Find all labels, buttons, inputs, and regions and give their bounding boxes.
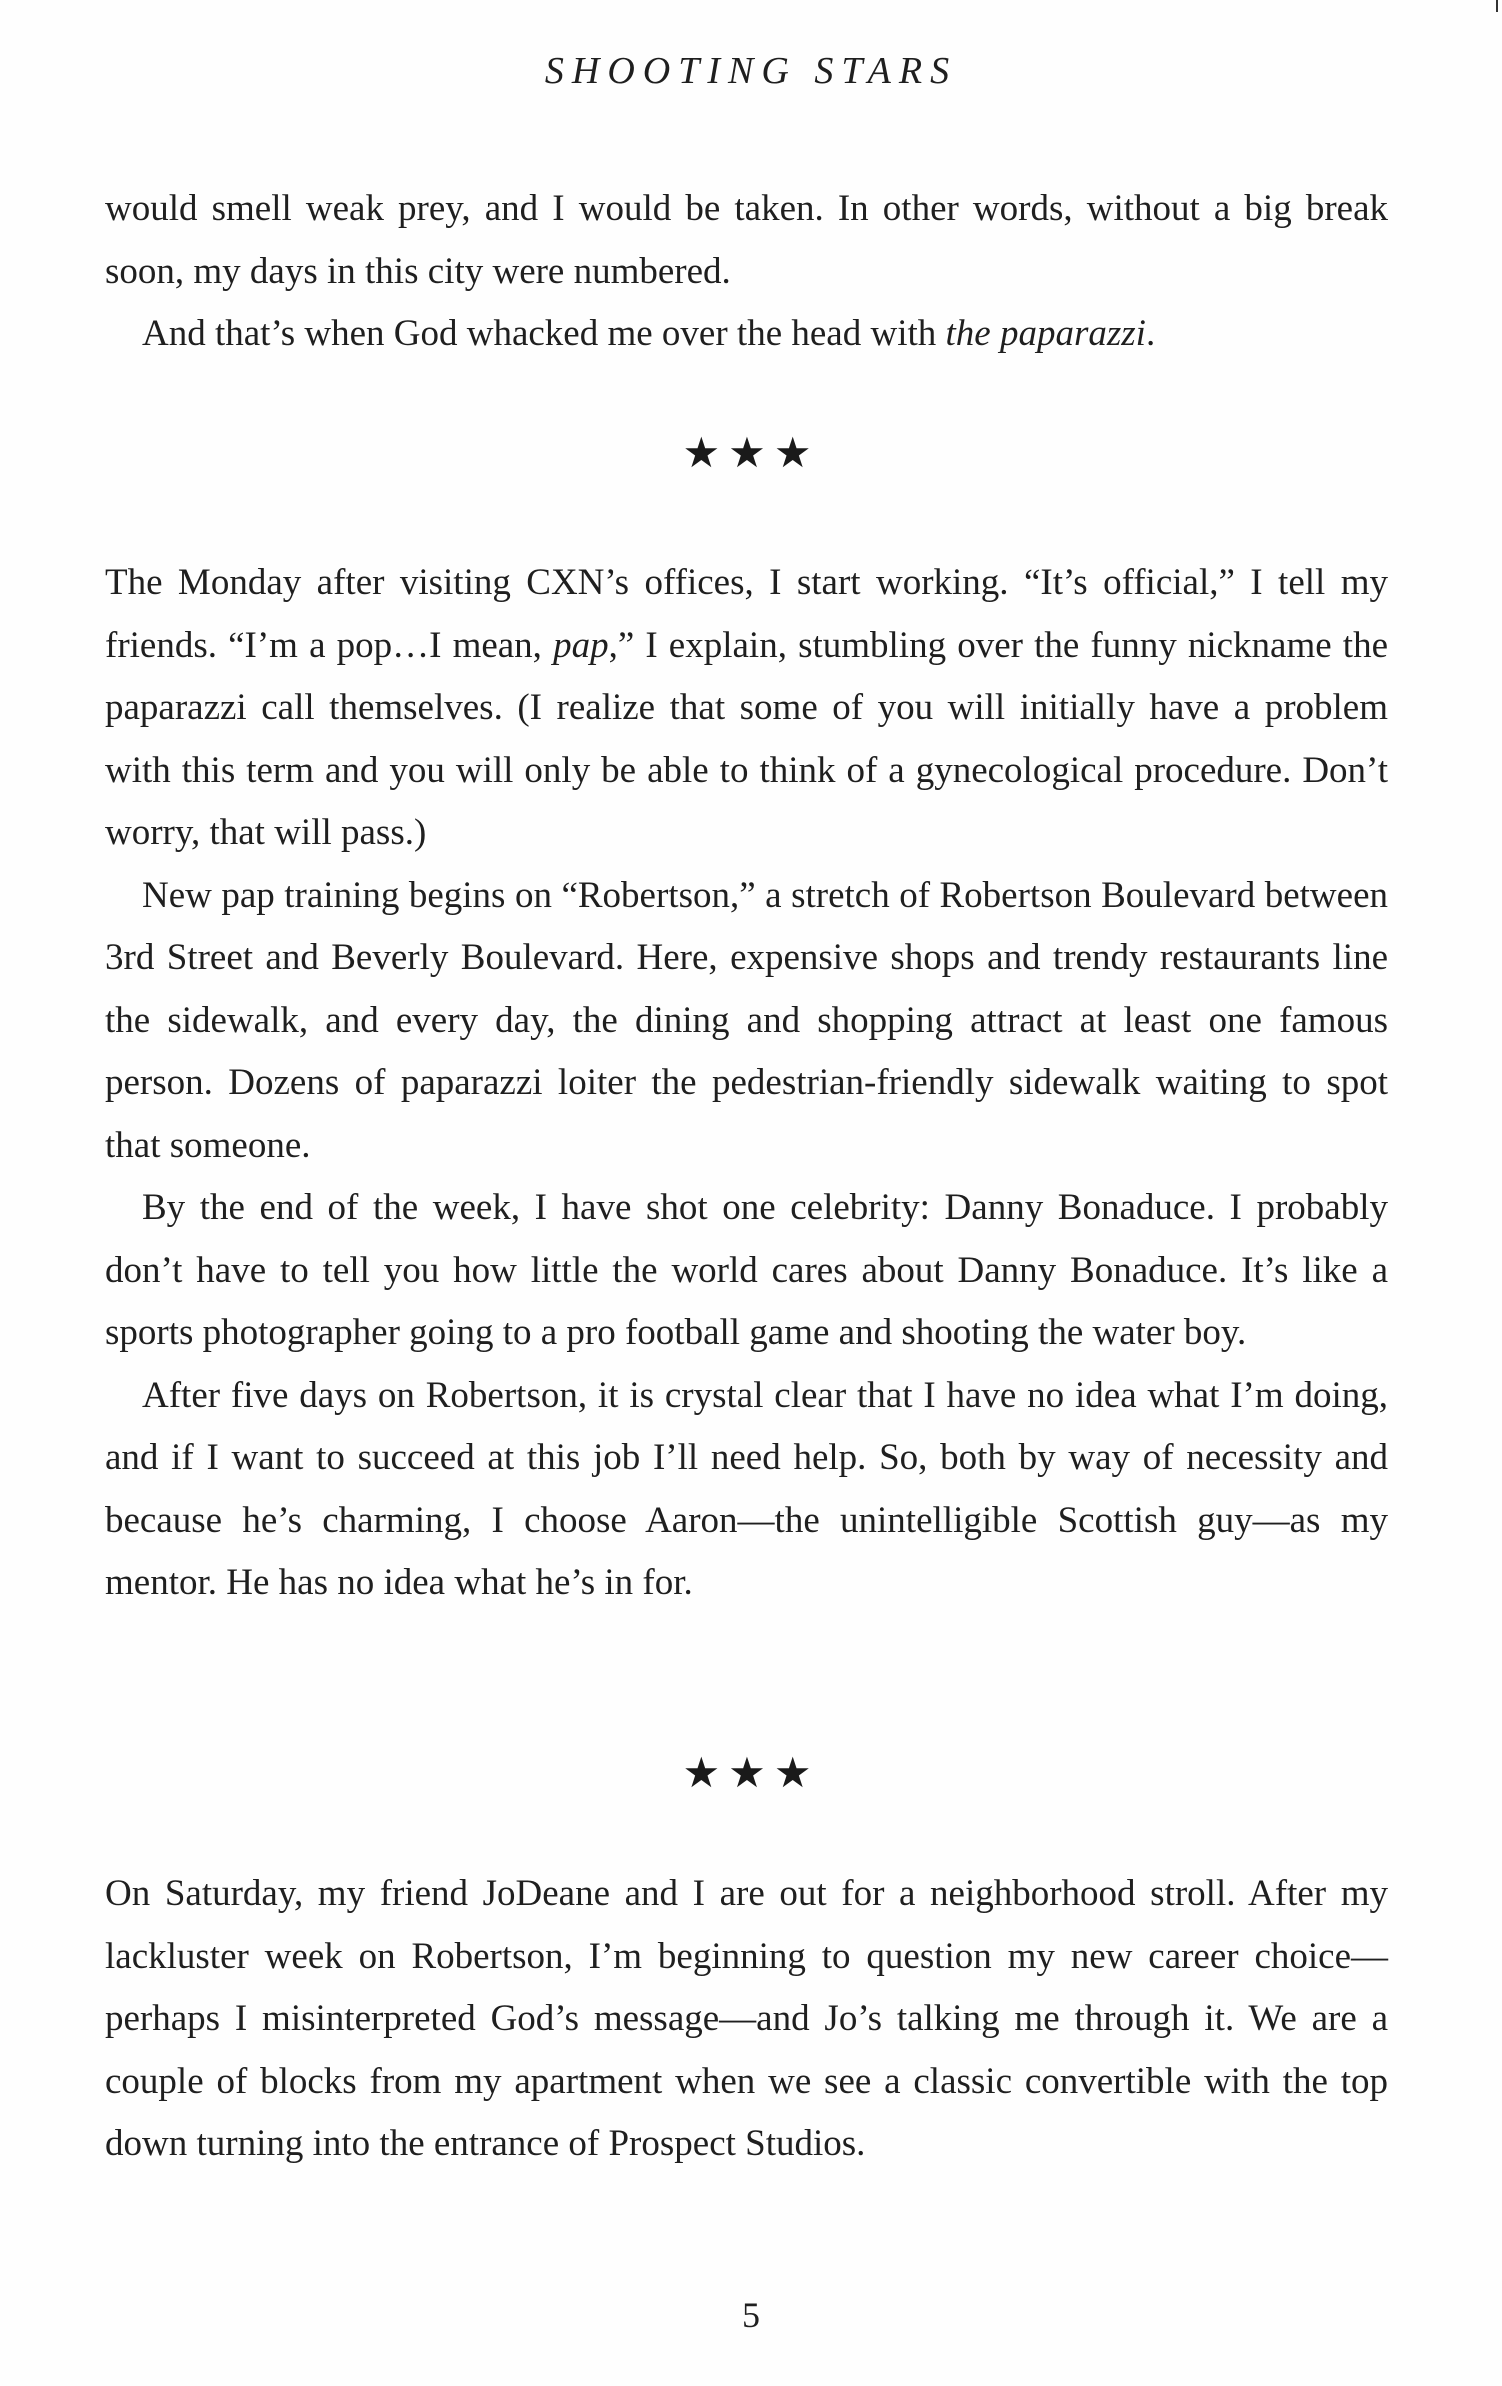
paragraph-text: And that’s when God whacked me over the head with [142, 313, 946, 354]
emphasized-text: the paparazzi [945, 313, 1146, 354]
page-number: 5 [742, 2295, 760, 2335]
section-divider: ★★★ [682, 428, 820, 477]
text-section-2 [105, 552, 1388, 1615]
paragraph: New pap training begins on “Robertson,” a stretch of Robertson Boulevard between 3rd Street and Beverly Boulevard. Here, expensive shops and trendy restaurants line the sidewalk, and every day, the dining and shopping attract at least one famous person. Dozens of paparazzi loiter the pedestrian-friendly sidewalk waiting to spot that someone. [105, 874, 1388, 1166]
paragraph [105, 303, 1388, 366]
paragraph: After five days on Robertson, it is crystal clear that I have no idea what I’m doing, and if I want to succeed at this job I’ll need help. So, both by way of necessity and because he’s charming, I choose Aaron—the unintelligible Scottish guy—as my mentor. He has no idea what he’s in for. [105, 1374, 1388, 1603]
page-edge-mark [1496, 0, 1498, 12]
text-section-3 [105, 1863, 1388, 2176]
paragraph: On Saturday, my friend JoDeane and I are out for a neighborhood stroll. After my lackluster week on Robertson, I’m beginning to question my new career choice—perhaps I misinterpreted God’s message—and Jo’s talking me through it. We are a couple of blocks from my apartment when we see a classic convertible with the top down turning into the entrance of Prospect Studios. [105, 1873, 1388, 2164]
paragraph [105, 552, 1388, 865]
paragraph-continuation: would smell weak prey, and I would be taken. In other words, without a big break soon, my days in this city were numbered. [105, 188, 1388, 292]
paragraph-text: . [1145, 313, 1156, 354]
section-divider: ★★★ [682, 1748, 820, 1797]
emphasized-text: pap [553, 624, 609, 666]
paragraph-text: ,” I explain, stumbling over the funny nickname the paparazzi call themselves. (I realize that some of you will initially have a problem with this term and you will only be able to think of a gynecological procedure. Don’t worry, that will pass.) [105, 624, 1388, 853]
running-head: SHOOTING STARS [544, 50, 958, 92]
text-section-1 [105, 178, 1388, 366]
paragraph: By the end of the week, I have shot one celebrity: Danny Bonaduce. I probably don’t have to tell you how little the world cares about Danny Bonaduce. It’s like a sports photographer going to a pro football game and shooting the water boy. [105, 1187, 1388, 1353]
paragraph-text: The Monday after visiting CXN’s offices, I start working. “It’s official,” I tell my friends. “I’m a pop…I mean, [105, 562, 1388, 666]
